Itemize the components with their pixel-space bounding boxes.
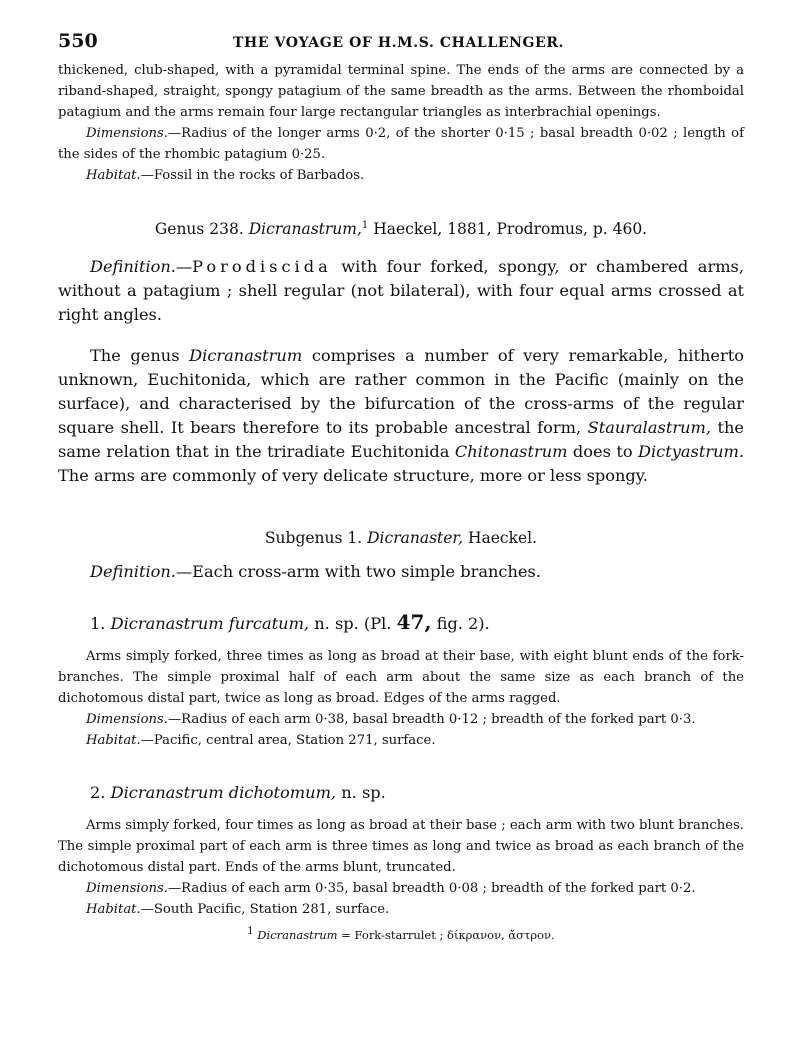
running-title: THE VOYAGE OF H.M.S. CHALLENGER. [233,35,565,51]
footnote: $^1$ Dicranastrum = Fork-starrulet ; δίκρανον, ἄστρον. [247,926,555,942]
prev-species-description: thickened, club-shaped, with a pyramidal terminal spine. The ends of the arms are connected by a riband-shaped, straight, spongy patagium of the same breadth as the arms. Between the rhomboidal patagium and the arms remain four large rectangular triangles as interbrachial openings. [58,63,744,120]
plate-number: 47, [396,610,432,635]
species-habitat: Habitat.—South Pacific, Station 281, surface. [86,902,390,918]
genus-heading: Genus 238. Dicranastrum,$^1$ Haeckel, 1881, Prodromus, p. 460. [154,220,648,239]
subgenus-heading: Subgenus 1. Dicranaster, Haeckel. [264,529,538,548]
subgenus-definition: Definition.—Each cross-arm with two simple branches. [90,562,541,582]
page-number: 550 [58,30,98,52]
prev-species-dimensions: Dimensions.—Radius of the longer arms 0·2, of the shorter 0·15 ; basal breadth 0·02 ; length of the sides of the rhombic patagium 0·25. [58,126,744,162]
habitat-label: Habitat. [86,168,141,183]
species-description: Arms simply forked, four times as long as broad at their base ; each arm with two blunt branches. The simple proximal part of each arm is three times as long and twice as broad as each branch of the dichotomous distal part. Ends of the arms blunt, truncated. [58,818,744,876]
genus-definition: Definition.—Porodiscida with four forked, spongy, or chambered arms, without a patagium ; shell regular (not bilateral), with four equal arms crossed at right angles. [58,257,744,325]
species-heading: 2. Dicranastrum dichotomum, n. sp. [90,783,386,803]
species-dimensions: Dimensions.—Radius of each arm 0·38, basal breadth 0·12 ; breadth of the forked part 0·3. [86,712,696,728]
genus-paragraph: The genus Dicranastrum comprises a number of very remarkable, hitherto unknown, Euchitonida, which are rather common in the Pacific (mainly on the surface), and characterised by the bifurcation of the cross-arms of the regular square shell. It bears therefore to its probable ancestral form, Stauralastrum, the same relation that in the triradiate Euchitonida Chitonastrum does to Dictyastrum. The arms are commonly of very delicate structure, more or less spongy. [58,346,745,486]
species-heading: 1. Dicranastrum furcatum, n. sp. (Pl. 47, fig. 2). [90,610,490,635]
species-dimensions: Dimensions.—Radius of each arm 0·35, basal breadth 0·08 ; breadth of the forked part 0·2. [86,881,696,897]
definition-label: Definition. [90,562,176,582]
dimensions-label: Dimensions. [86,126,168,141]
prev-species-habitat: Habitat.—Fossil in the rocks of Barbados. [86,168,365,183]
species-habitat: Habitat.—Pacific, central area, Station 271, surface. [86,733,436,749]
page [58,30,744,942]
footnote-mark: 1 [361,220,369,231]
habitat-label: Habitat. [86,733,141,749]
page-header [58,30,744,54]
species-description: Arms simply forked, three times as long as broad at their base, with eight blunt ends of the fork-branches. The simple proximal half of each arm about the same size as each branch of the dichotomous distal part, twice as long as broad. Edges of the arms ragged. [58,649,744,707]
dimensions-label: Dimensions. [86,712,168,728]
dimensions-label: Dimensions. [86,881,168,897]
definition-label: Definition. [90,257,176,277]
habitat-label: Habitat. [86,902,141,918]
